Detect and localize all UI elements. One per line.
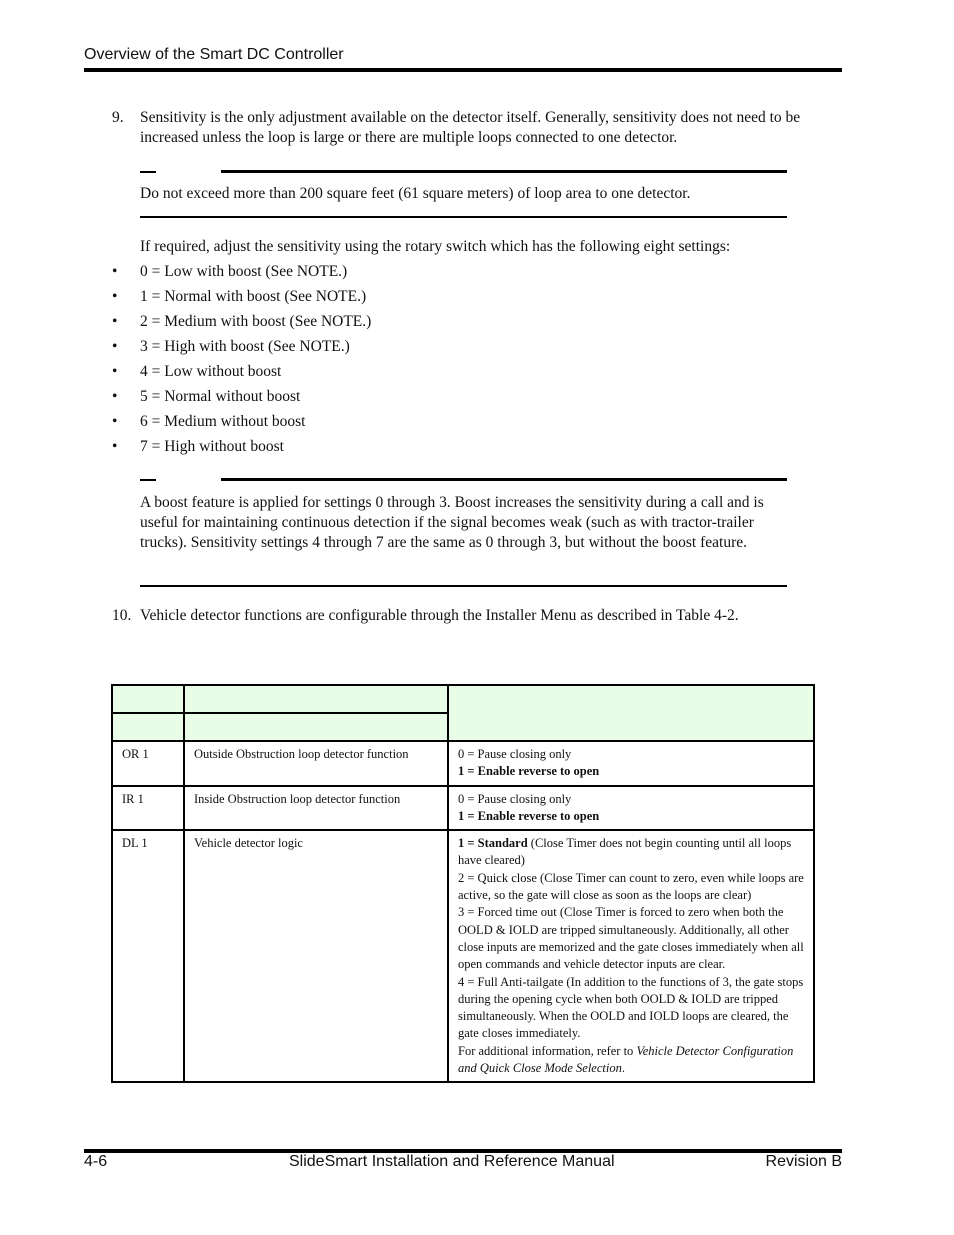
header-cell [448, 685, 814, 741]
bullet-icon: • [112, 413, 118, 430]
manual-title: SlideSmart Installation and Reference Manual [289, 1153, 615, 1170]
bullet-icon: • [112, 363, 118, 380]
table-row [112, 830, 814, 1082]
bullet-icon: • [112, 438, 118, 455]
cross-reference-link[interactable]: Vehicle Detector Configuration and Quick Close Mode Selection [458, 1043, 794, 1076]
list-item: • 4 = Low without boost [112, 363, 282, 380]
note-rule-short [140, 171, 156, 173]
table-header-row [112, 685, 814, 713]
table-row [112, 741, 814, 786]
sensitivity-settings-list [112, 262, 612, 462]
note-text: Do not exceed more than 200 square feet (61 square meters) of loop area to one detector. [140, 185, 691, 202]
bullet-icon: • [112, 263, 118, 280]
header-cell [184, 685, 448, 713]
step-number: 10. [112, 607, 132, 624]
row-function: Inside Obstruction loop detector function [184, 786, 448, 831]
row-code: OR 1 [112, 741, 184, 786]
header-cell [184, 713, 448, 741]
step-text: Vehicle detector functions are configurable through the Installer Menu as described in Table 4-2. [140, 607, 739, 624]
list-item: • 7 = High without boost [112, 438, 284, 455]
step-text: Sensitivity is the only adjustment available on the detector itself. Generally, sensitivity does not need to be increased unless the loop is large or there are multiple loops connected to one detector. [140, 109, 801, 146]
note-rule-short [140, 479, 156, 481]
list-item: • 0 = Low with boost (See NOTE.) [112, 263, 348, 280]
rotary-intro: If required, adjust the sensitivity using the rotary switch which has the following eight settings: [140, 238, 731, 255]
bullet-icon: • [112, 288, 118, 305]
revision-label: Revision B [765, 1153, 842, 1170]
list-item: • 1 = Normal with boost (See NOTE.) [112, 288, 367, 305]
header-rule [84, 68, 842, 72]
row-function: Outside Obstruction loop detector function [184, 741, 448, 786]
bullet-icon: • [112, 313, 118, 330]
note-rule-bottom [140, 216, 787, 218]
header-cell [112, 685, 184, 713]
bullet-icon: • [112, 388, 118, 405]
step-number: 9. [112, 109, 124, 126]
list-item: • 3 = High with boost (See NOTE.) [112, 338, 350, 355]
page-number: 4-6 [84, 1153, 108, 1170]
list-item: • 6 = Medium without boost [112, 413, 306, 430]
note-rule-bottom [140, 585, 787, 587]
note-rule-top [221, 170, 787, 173]
list-item: • 2 = Medium with boost (See NOTE.) [112, 313, 372, 330]
bullet-icon: • [112, 338, 118, 355]
row-code: DL 1 [112, 830, 184, 1082]
row-options: 0 = Pause closing only 1 = Enable reverse to open [448, 786, 814, 831]
row-options: 1 = Standard (Close Timer does not begin counting until all loops have cleared) 2 = Quick close (Close Timer can count to zero, even while loops are active, so the gate will close as soon as the loops are clear) 3 = Forced time out (Close Timer is forced to zero when both the OOLD & IOLD are tripped simultaneously. Additionally, all other close inputs are memorized and the gate closes immediately when all open commands and vehicle detector inputs are clear. 4 = Full Anti-tailgate (In addition to the functions of 3, the gate stops during the opening cycle when both OOLD & IOLD are tripped simultaneously. When the OOLD and IOLD loops are cleared, the gate closes immediately. For additional information, refer to Vehicle Detector Configuration and Quick Close Mode Selection. [448, 830, 814, 1082]
vehicle-detector-table [111, 684, 815, 1083]
row-code: IR 1 [112, 786, 184, 831]
running-header: Overview of the Smart DC Controller [84, 46, 344, 63]
boost-note-text: A boost feature is applied for settings 0 through 3. Boost increases the sensitivity during a call and is useful for maintaining continuous detection if the signal becomes weak (such as with tractor-trailer trucks). Sensitivity settings 4 through 7 are the same as 0 through 3, but without the boost feature. [140, 494, 764, 551]
note-rule-top [221, 478, 787, 481]
table-row [112, 786, 814, 831]
header-cell [112, 713, 184, 741]
row-options: 0 = Pause closing only 1 = Enable reverse to open [448, 741, 814, 786]
list-item: • 5 = Normal without boost [112, 388, 301, 405]
row-function: Vehicle detector logic [184, 830, 448, 1082]
